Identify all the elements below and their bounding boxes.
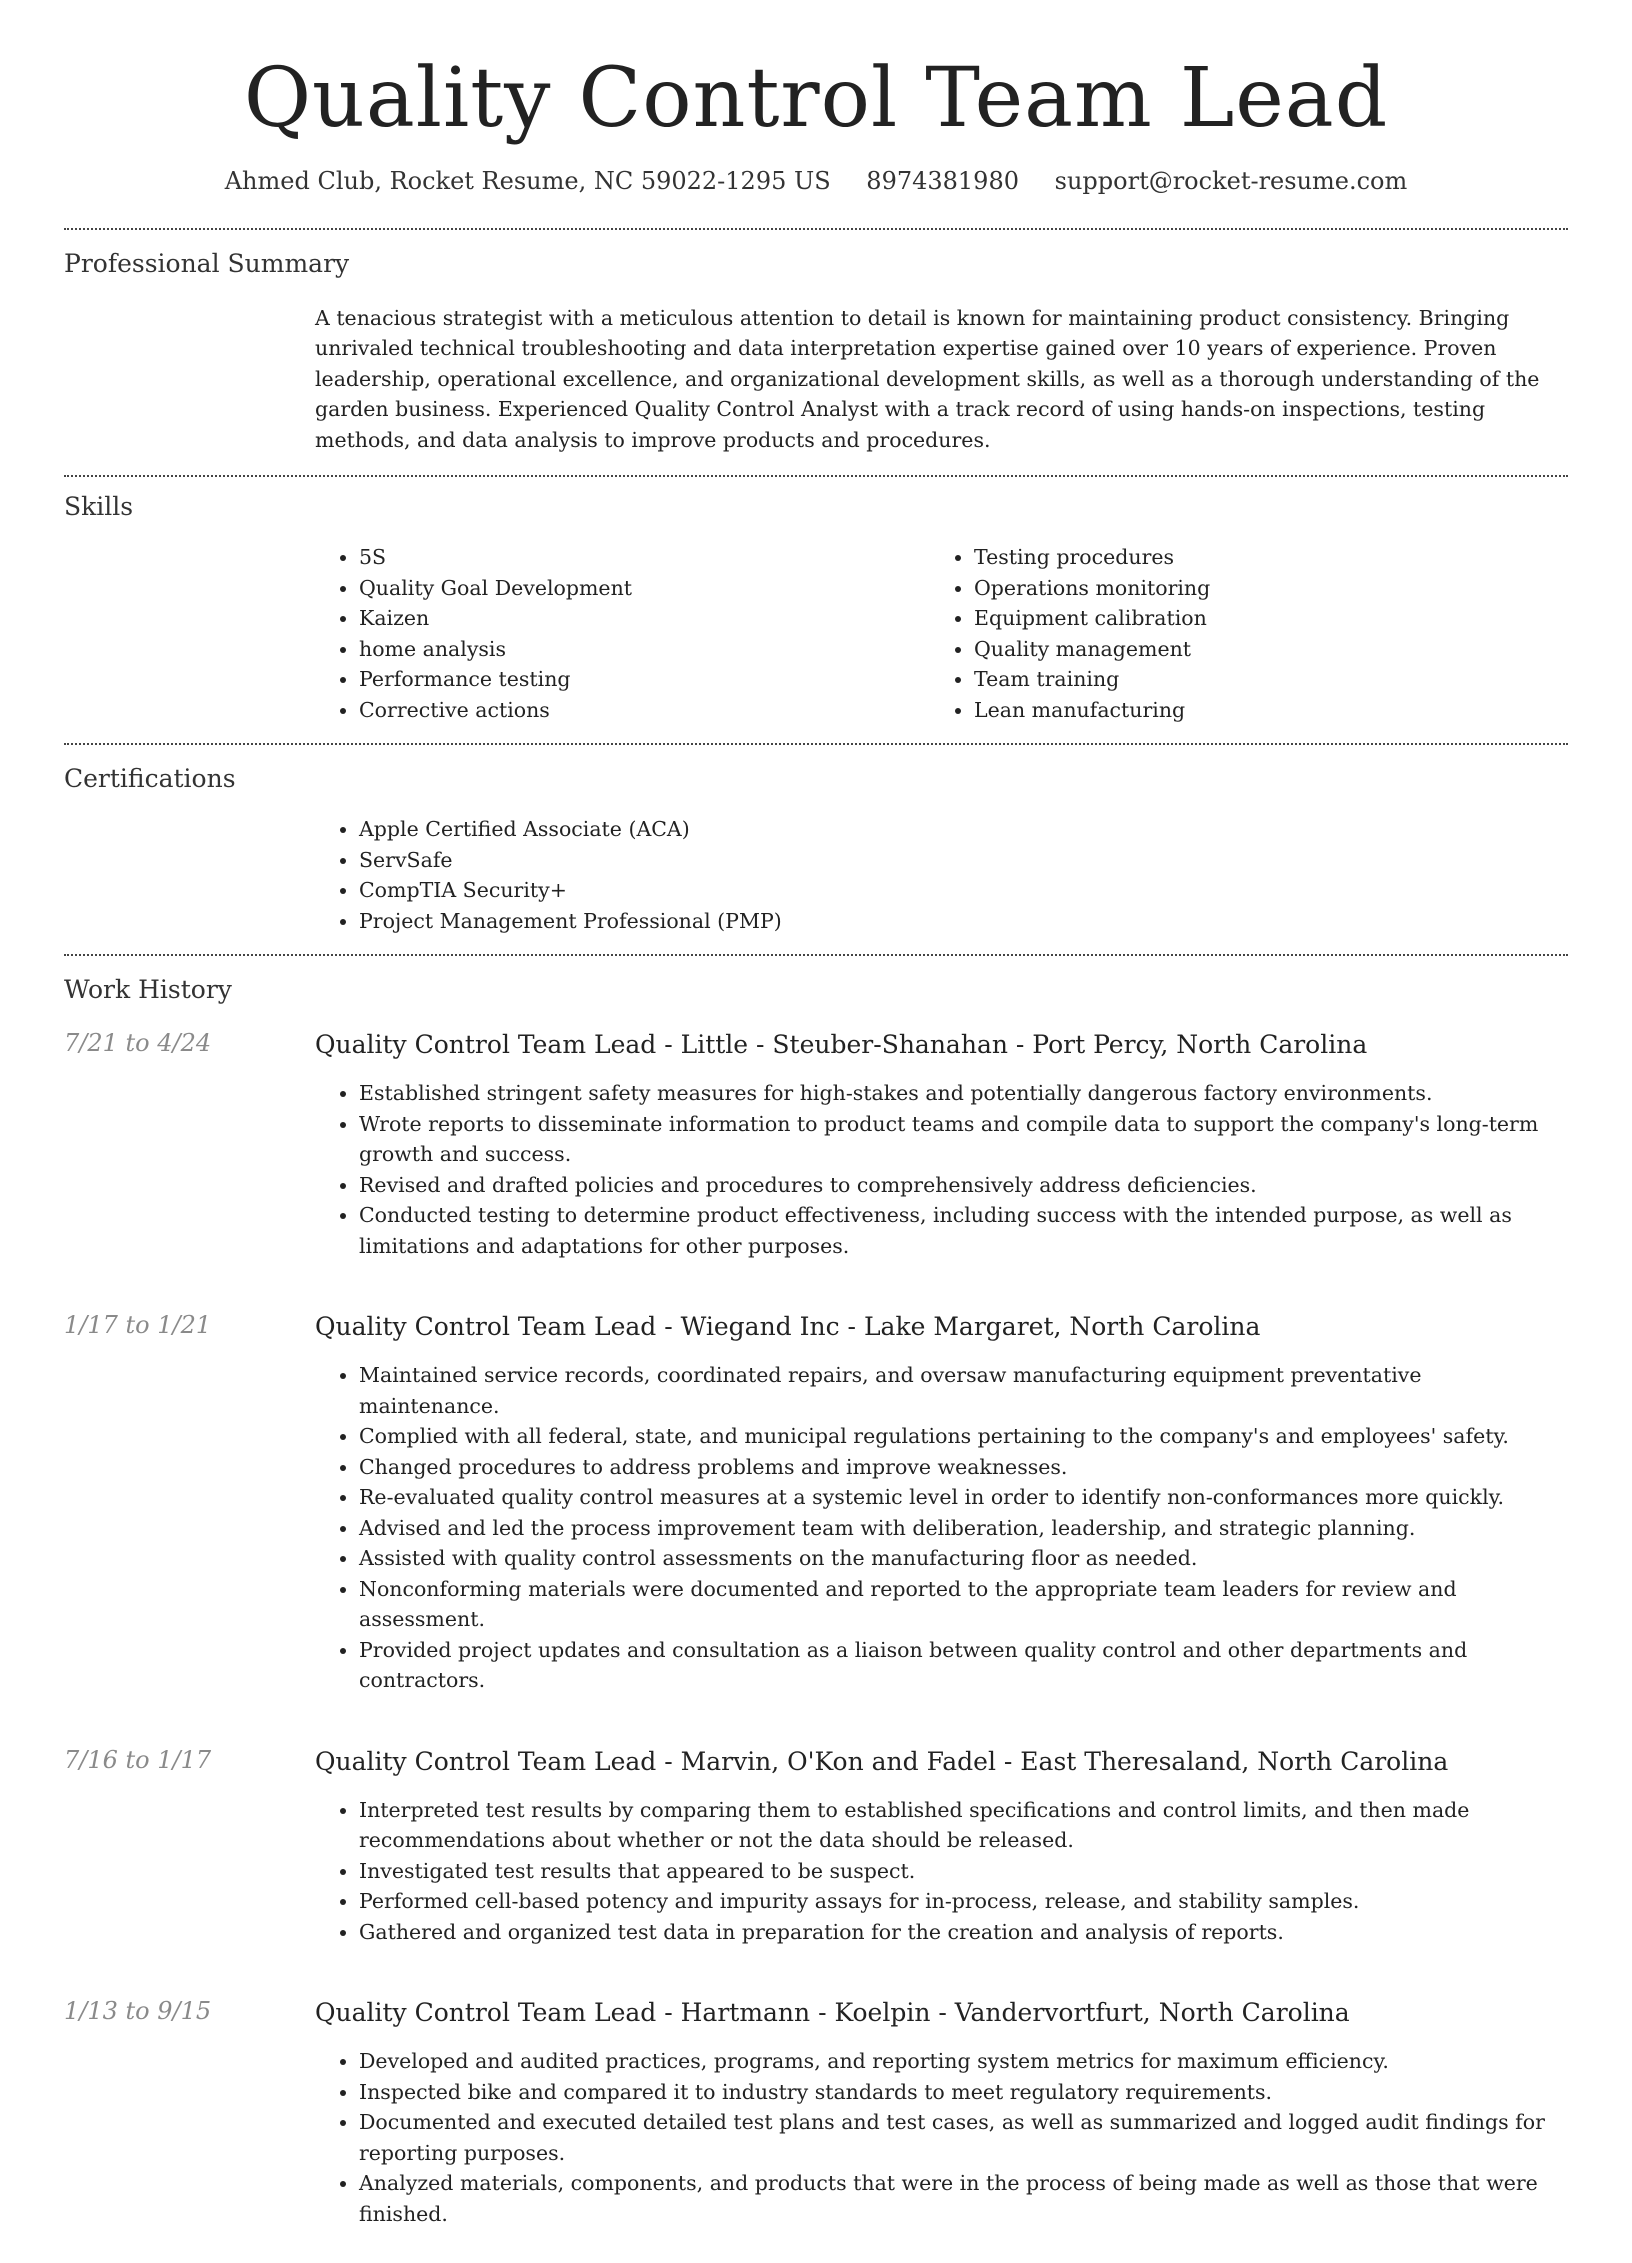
list-item: • Project Management Professional (PMP) [359, 906, 1568, 937]
skills-section [64, 477, 1568, 743]
list-item: • Inspected bike and compared it to industry standards to meet regulatory requirements. [359, 2077, 1568, 2108]
list-item: • ServSafe [359, 845, 1568, 876]
list-item: • Analyzed materials, components, and products that were in the process of being made as well as those that were finished. [359, 2168, 1568, 2229]
candidate-name: Quality Control Team Lead [243, 51, 1389, 146]
list-item: • Revised and drafted policies and procedures to comprehensively address deficiencies. [359, 1170, 1568, 1201]
job-entry [64, 1027, 1568, 1289]
list-item: • Established stringent safety measures for high-stakes and potentially dangerous factory environments. [359, 1078, 1568, 1109]
list-item: • Quality Goal Development [359, 573, 930, 604]
skills-column-left [315, 542, 930, 725]
list-item: • Investigated test results that appeared to be suspect. [359, 1856, 1568, 1887]
skills-grid [315, 542, 1568, 725]
list-item: • Maintained service records, coordinated repairs, and oversaw manufacturing equipment preventative maintenance. [359, 1360, 1568, 1421]
job-details [315, 1309, 1568, 1724]
list-item: • CompTIA Security+ [359, 875, 1568, 906]
certifications-title: Certifications [64, 764, 236, 794]
list-item: • Complied with all federal, state, and municipal regulations pertaining to the company's and employees' safety. [359, 1421, 1568, 1452]
job-title: Quality Control Team Lead - Wiegand Inc - Lake Margaret, North Carolina [315, 1312, 1261, 1342]
list-item: • Developed and audited practices, programs, and reporting system metrics for maximum efficiency. [359, 2046, 1568, 2077]
list-item: • Apple Certified Associate (ACA) [359, 814, 1568, 845]
certifications-list [315, 814, 1568, 936]
list-item: • Re-evaluated quality control measures at a systemic level in order to identify non-conformances more quickly. [359, 1482, 1568, 1513]
job-dates: 7/21 to 4/24 [64, 1029, 212, 1058]
job-bullets [315, 1078, 1568, 1261]
job-details [315, 1027, 1568, 1289]
list-item: • Provided project updates and consultation as a liaison between quality control and other departments and contractors. [359, 1635, 1568, 1696]
list-item: • 5S [359, 542, 930, 573]
list-item: • Operations monitoring [974, 573, 1545, 604]
contact-line [64, 166, 1568, 197]
job-entry [64, 1309, 1568, 1724]
job-title: Quality Control Team Lead - Marvin, O'Kon and Fadel - East Theresaland, North Carolina [315, 1746, 1449, 1776]
summary-title: Professional Summary [64, 248, 350, 278]
work-history-title: Work History [64, 975, 232, 1005]
work-history-section [64, 956, 1568, 2263]
contact-email: support@rocket-resume.com [1054, 167, 1408, 196]
list-item: • Quality management [974, 634, 1545, 665]
summary-section [64, 230, 1568, 476]
skills-column-right [930, 542, 1545, 725]
job-bullets [315, 2046, 1568, 2229]
resume-header [64, 0, 1568, 198]
job-title: Quality Control Team Lead - Hartmann - Koelpin - Vandervortfurt, North Carolina [315, 1998, 1350, 2028]
job-dates: 7/16 to 1/17 [64, 1745, 212, 1774]
summary-text: A tenacious strategist with a meticulous attention to detail is known for maintaining product consistency. Bringing unrivaled technical troubleshooting and data interpretation expertise gained over 10 years of experience. Proven leadership, operational excellence, and organizational development skills, as well as a thorough understanding of the garden business. Experienced Quality Control Analyst with a track record of using hands-on inspections, testing methods, and data analysis to improve products and procedures. [315, 305, 1540, 452]
list-item: • Team training [974, 664, 1545, 695]
list-item: • Documented and executed detailed test plans and test cases, as well as summarized and logged audit findings for reporting purposes. [359, 2107, 1568, 2168]
job-entry [64, 1995, 1568, 2257]
list-item: • Wrote reports to disseminate information to product teams and compile data to support the company's long-term growth and success. [359, 1109, 1568, 1170]
list-item: • Advised and led the process improvement team with deliberation, leadership, and strategic planning. [359, 1513, 1568, 1544]
list-item: • Nonconforming materials were documented and reported to the appropriate team leaders for review and assessment. [359, 1574, 1568, 1635]
job-entry [64, 1744, 1568, 1976]
job-bullets [315, 1795, 1568, 1948]
list-item: • home analysis [359, 634, 930, 665]
list-item: • Performance testing [359, 664, 930, 695]
contact-phone: 8974381980 [866, 167, 1019, 196]
list-item: • Performed cell-based potency and impurity assays for in-process, release, and stability samples. [359, 1886, 1568, 1917]
list-item: • Lean manufacturing [974, 695, 1545, 726]
contact-address: Ahmed Club, Rocket Resume, NC 59022-1295 US [224, 167, 831, 196]
certifications-section [64, 745, 1568, 954]
list-item: • Corrective actions [359, 695, 930, 726]
list-item: • Changed procedures to address problems and improve weaknesses. [359, 1452, 1568, 1483]
job-details [315, 1995, 1568, 2257]
job-dates: 1/17 to 1/21 [64, 1311, 212, 1340]
job-bullets [315, 1360, 1568, 1696]
list-item: • Interpreted test results by comparing them to established specifications and control limits, and then made recommendations about whether or not the data should be released. [359, 1795, 1568, 1856]
list-item: • Testing procedures [974, 542, 1545, 573]
list-item: • Assisted with quality control assessments on the manufacturing floor as needed. [359, 1543, 1568, 1574]
list-item: • Equipment calibration [974, 603, 1545, 634]
skills-title: Skills [64, 492, 134, 522]
job-dates: 1/13 to 9/15 [64, 1997, 212, 2026]
job-details [315, 1744, 1568, 1976]
list-item: • Gathered and organized test data in preparation for the creation and analysis of reports. [359, 1917, 1568, 1948]
job-title: Quality Control Team Lead - Little - Steuber-Shanahan - Port Percy, North Carolina [315, 1030, 1368, 1060]
list-item: • Conducted testing to determine product effectiveness, including success with the intended purpose, as well as limitations and adaptations for other purposes. [359, 1200, 1568, 1261]
list-item: • Kaizen [359, 603, 930, 634]
